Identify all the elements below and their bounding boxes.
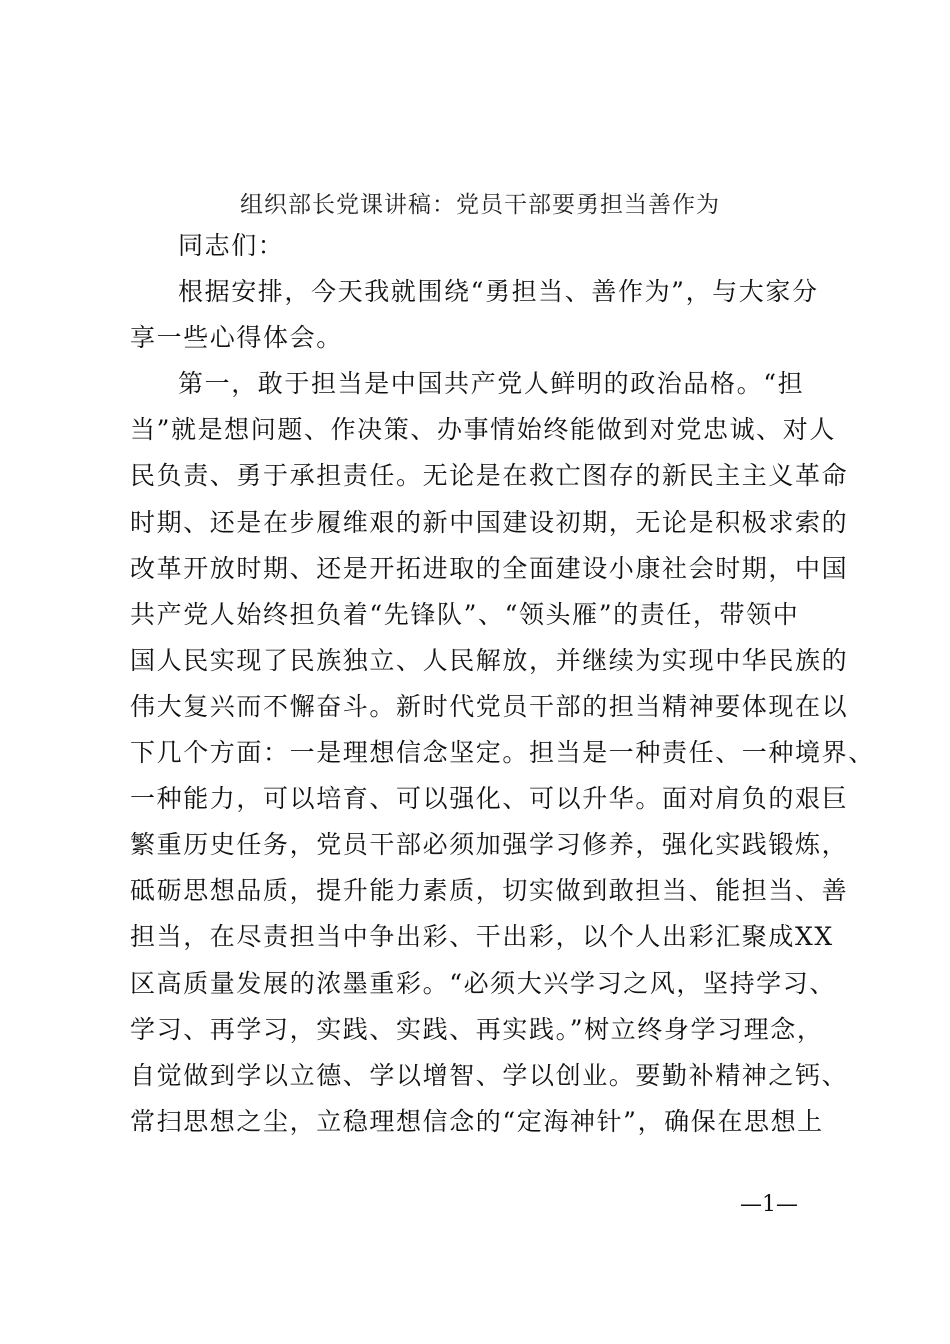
text-line: 砥砺思想品质，提升能力素质，切实做到敢担当、能担当、善: [130, 876, 849, 906]
text-line: 同志们：: [178, 231, 285, 260]
text-line: 改革开放时期、还是开拓进取的全面建设小康社会时期，中国: [130, 553, 849, 583]
text-line: 当”就是想问题、作决策、办事情始终能做到对党忠诚、对人: [130, 415, 836, 445]
text-line: 时期、还是在步履维艰的新中国建设初期，无论是积极求索的: [130, 507, 849, 537]
text-line: 享一些心得体会。: [130, 323, 343, 353]
document-title: 组织部长党课讲稿：党员干部要勇担当善作为: [240, 192, 720, 218]
text-line: 学习、再学习，实践、实践、再实践。”树立终身学习理念，: [130, 1014, 824, 1044]
text-line: 第一，敢于担当是中国共产党人鲜明的政治品格。“担: [178, 369, 805, 399]
text-line: 国人民实现了民族独立、人民解放，并继续为实现中华民族的: [130, 645, 849, 675]
text-line: 共产党人始终担负着“先锋队”、“领头雁”的责任，带领中: [130, 599, 800, 629]
text-line: 担当，在尽责担当中争出彩、干出彩，以个人出彩汇聚成XX: [130, 922, 834, 952]
text-line: 常扫思想之尘，立稳理想信念的“定海神针”，确保在思想上: [130, 1106, 824, 1136]
text-line: 民负责、勇于承担责任。无论是在救亡图存的新民主主义革命: [130, 461, 849, 491]
text-line: 根据安排，今天我就围绕“勇担当、善作为”，与大家分: [178, 277, 819, 307]
text-line: 自觉做到学以立德、学以增智、学以创业。要勤补精神之钙、: [130, 1060, 849, 1090]
document-body: [130, 226, 875, 1148]
text-line: 区高质量发展的浓墨重彩。“必须大兴学习之风，坚持学习、: [130, 968, 836, 998]
text-line: 伟大复兴而不懈奋斗。新时代党员干部的担当精神要体现在以: [130, 691, 849, 721]
text-line: 繁重历史任务，党员干部必须加强学习修养，强化实践锻炼，: [130, 830, 849, 860]
page-number: —1—: [740, 1192, 798, 1217]
text-line: 一种能力，可以培育、可以强化、可以升华。面对肩负的艰巨: [130, 784, 849, 814]
text-line: 下几个方面：一是理想信念坚定。担当是一种责任、一种境界、: [130, 738, 875, 768]
